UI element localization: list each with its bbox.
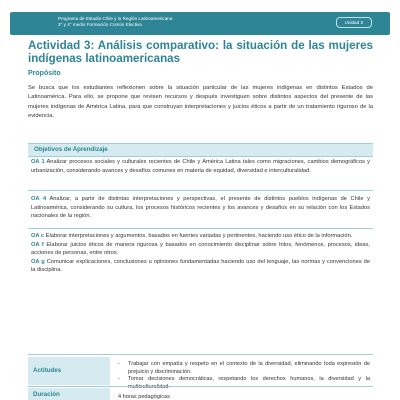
row-divider: [28, 228, 373, 229]
unit-badge: Unidad 3: [336, 17, 372, 28]
attitude-item: [118, 376, 370, 391]
page-header-bar: [10, 12, 390, 35]
objectives-header: [28, 143, 373, 157]
objectives-heading: Objetivos de Aprendizaje: [34, 146, 108, 153]
objective-text: Elaborar interpretaciones y argumentos, basados en fuentes variadas y pertinentes, haciendo uso ético de la información.: [44, 233, 353, 239]
row-divider: [28, 190, 373, 191]
objective-text: Analizar, a partir de distintas interpretaciones y perspectivas, el presente de distintos pueblos indígenas de Chile y Latinoamérica, considerando su cultura, los procesos históricos recientes y los avances y desafíos en su relación con los Estados nacionales de la región.: [31, 196, 370, 220]
objective-text: Comunicar explicaciones, conclusiones u opiniones fundamentadas haciendo uso del lenguaje, las normas y convenciones de la disciplina.: [31, 258, 370, 274]
objective-text: Analizar procesos sociales y culturales recientes de Chile y América Latina tales como migraciones, cambios demográficos y urbanización, considerando avances y desafíos comunes en materia de equidad, diversidad e interculturalidad.: [31, 159, 370, 174]
objective-oac-g: [28, 232, 373, 275]
objective-code: OA 4: [31, 196, 47, 202]
objective-oa1: [28, 158, 373, 175]
purpose-text: Se busca que los estudiantes reflexionen sobre la situación particular de las mujeres indígenas en distintos Estados de Latinoamérica. Para ello, se propone que revisen recursos y después investiguen sobre distintos aspectos del presente de las mujeres indígenas de América Latina, para que construyan interpretaciones y juicios éticos a partir de un tratamiento riguroso de la evidencia.: [28, 85, 373, 120]
objective-code: OA c: [31, 233, 45, 239]
objective-code: OA g: [31, 258, 45, 265]
attitude-text: Tomar decisiones democráticas, respetando los derechos humanos, la diversidad y la multiculturalidad.: [128, 376, 370, 391]
objective-oag: [31, 258, 370, 275]
attitudes-label: Actitudes: [33, 367, 62, 374]
duration-label-cell: [28, 388, 110, 400]
objective-text: Elaborar juicios éticos de manera rigurosa y basados en conocimiento disciplinar sobre hitos, fenómenos, procesos, ideas, acciones de personas, entre otros.: [31, 241, 370, 257]
objective-oa4: [28, 195, 373, 221]
program-title: Programa de Estudio Chile y la Región Latinoamericana: [58, 16, 173, 21]
objective-code: OA f: [31, 241, 44, 248]
objective-code: OA 1: [31, 159, 45, 165]
row-divider: [28, 354, 373, 355]
attitudes-label-cell: [28, 357, 110, 385]
activity-title: Actividad 3: Análisis comparativo: la situación de las mujeres indígenas latinoamericanas: [28, 39, 373, 65]
dash-marker: -: [118, 361, 120, 367]
objective-oaf: [31, 241, 370, 258]
duration-value: 4 horas pedagógicas: [118, 394, 170, 400]
duration-label: Duración: [33, 391, 60, 398]
row-divider: [28, 386, 373, 387]
purpose-heading: Propósito: [28, 70, 61, 77]
attitude-text: Trabajar con empatía y respeto en el contexto de la diversidad, eliminando toda expresión de prejuicio y discriminación.: [128, 361, 370, 375]
program-level: 3° y 4° medio Formación Común Electiva: [58, 22, 142, 27]
attitudes-list: [118, 361, 370, 392]
dash-marker: -: [118, 376, 120, 383]
attitude-item: [118, 361, 370, 376]
objective-oac: [31, 232, 370, 241]
